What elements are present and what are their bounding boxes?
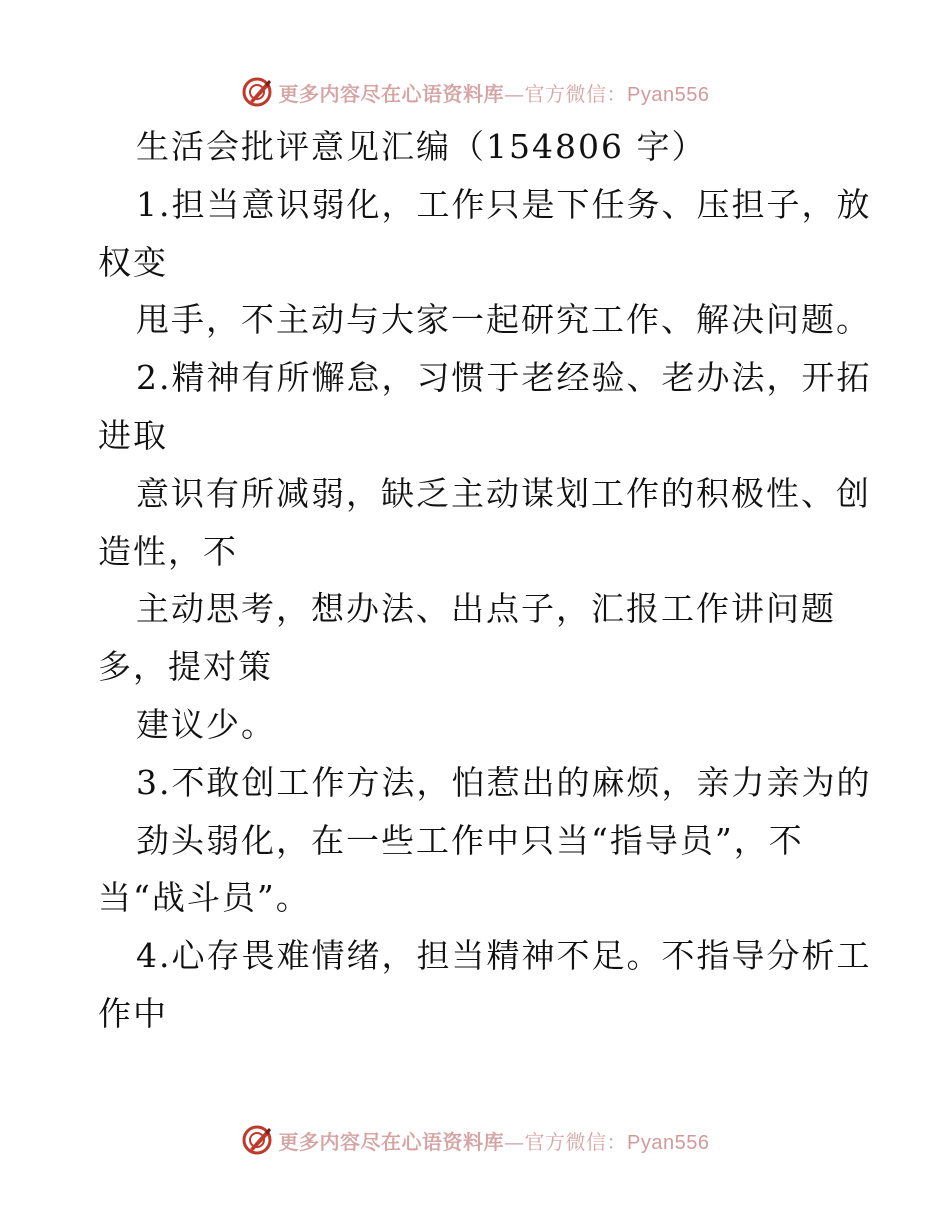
text-line: 权变 <box>98 242 168 282</box>
banner-wechat-id: Pyan556 <box>627 1131 710 1154</box>
banner-main: 更多内容尽在心语资料库 <box>278 81 505 106</box>
header-banner <box>0 72 950 112</box>
footer-banner <box>0 1120 950 1160</box>
banner-wechat-id: Pyan556 <box>627 83 710 106</box>
pen-logo-icon <box>241 76 273 108</box>
document-body <box>98 118 872 1043</box>
text-line: 4.心存畏难情绪，担当精神不足。不指导分析工 <box>136 936 872 976</box>
text-line: 建议少。 <box>136 704 276 744</box>
banner-wechat-label: 官方微信： <box>524 1129 628 1154</box>
text-line: 1.担当意识弱化，工作只是下任务、压担子，放 <box>136 184 872 224</box>
text-line: 造性，不 <box>98 531 238 571</box>
text-line: 意识有所减弱，缺乏主动谋划工作的积极性、创 <box>136 473 871 513</box>
banner-wechat-label: 官方微信： <box>524 81 628 106</box>
text-line: 劲头弱化，在一些工作中只当“指导员”，不 <box>136 820 804 860</box>
text-line: 作中 <box>98 993 168 1033</box>
footer-banner-inner <box>241 1124 710 1156</box>
text-line: 当“战斗员”。 <box>98 878 311 918</box>
text-line: 3.不敢创工作方法，怕惹出的麻烦，亲力亲为的 <box>136 762 872 802</box>
banner-main: 更多内容尽在心语资料库 <box>278 1129 505 1154</box>
text-line: 主动思考，想办法、出点子，汇报工作讲问题 <box>136 589 836 629</box>
header-banner-inner <box>241 76 710 108</box>
text-line: 2.精神有所懈怠，习惯于老经验、老办法，开拓 <box>136 358 872 398</box>
text-line: 甩手，不主动与大家一起研究工作、解决问题。 <box>136 300 871 340</box>
banner-text <box>279 1126 710 1155</box>
pen-logo-icon <box>241 1124 273 1156</box>
text-line: 多，提对策 <box>98 647 273 687</box>
banner-sep: — <box>504 1129 525 1154</box>
document-title: 生活会批评意见汇编（154806 字） <box>136 127 707 166</box>
text-line: 进取 <box>98 415 168 455</box>
banner-text <box>279 78 710 107</box>
banner-sep: — <box>504 81 525 106</box>
